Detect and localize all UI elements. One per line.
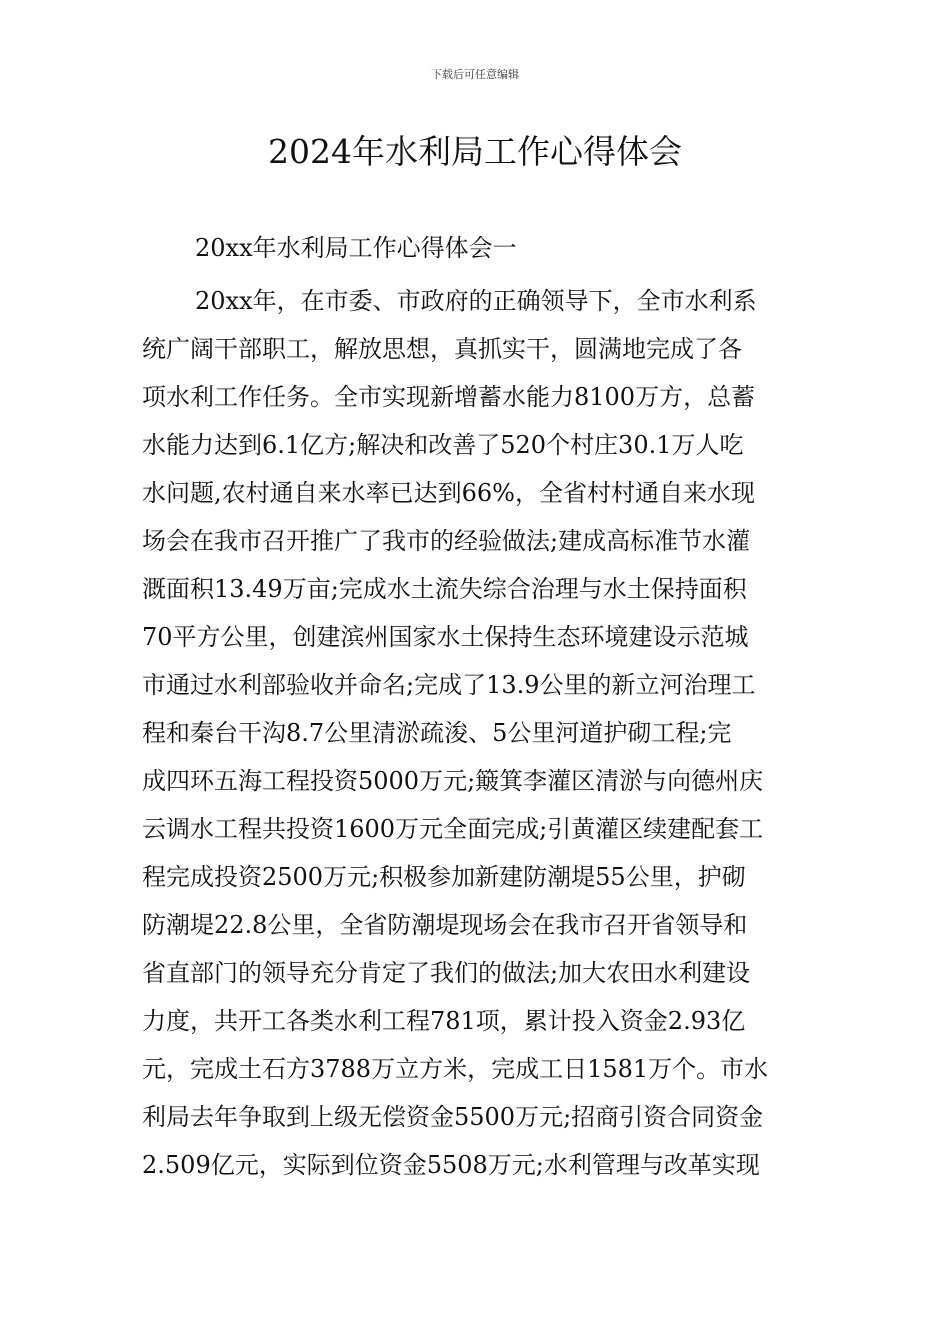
text-line: 省直部门的领导充分肯定了我们的做法;加大农田水利建设 [142, 959, 751, 987]
text-line: 成四环五海工程投资5000万元;簸箕李灌区清淤与向德州庆 [142, 767, 764, 795]
text-line: 水能力达到6.1亿方;解决和改善了520个村庄30.1万人吃 [142, 431, 744, 459]
text-line: 70平方公里，创建滨州国家水土保持生态环境建设示范城 [142, 623, 749, 651]
text-line: 云调水工程共投资1600万元全面完成;引黄灌区续建配套工 [142, 815, 764, 843]
header-note: 下载后可任意编辑 [431, 68, 519, 81]
text-line: 防潮堤22.8公里，全省防潮堤现场会在我市召开省领导和 [142, 911, 748, 939]
text-line: 力度，共开工各类水利工程781项，累计投入资金2.93亿 [142, 1007, 746, 1035]
body-text [142, 283, 812, 1195]
text-line: 市通过水利部验收并命名;完成了13.9公里的新立河治理工 [142, 671, 756, 699]
text-line: 利局去年争取到上级无偿资金5500万元;招商引资合同资金 [142, 1103, 764, 1131]
text-line: 溉面积13.49万亩;完成水土流失综合治理与水土保持面积 [142, 575, 747, 603]
text-line: 项水利工作任务。全市实现新增蓄水能力8100万方，总蓄 [142, 383, 756, 411]
text-line: 统广阔干部职工，解放思想，真抓实干，圆满地完成了各 [142, 335, 742, 363]
text-line: 场会在我市召开推广了我市的经验做法;建成高标准节水灌 [142, 527, 751, 555]
document-title: 2024年水利局工作心得体会 [268, 132, 682, 171]
text-line: 元，完成土石方3788万立方米，完成工日1581万个。市水 [142, 1055, 769, 1083]
text-line: 2.509亿元，实际到位资金5508万元;水利管理与改革实现 [142, 1151, 760, 1179]
text-line: 程和秦台干沟8.7公里清淤疏浚、5公里河道护砌工程;完 [142, 719, 732, 747]
text-line: 20xx年，在市委、市政府的正确领导下，全市水利系 [195, 287, 757, 315]
section-heading: 20xx年水利局工作心得体会一 [195, 234, 517, 262]
text-line: 程完成投资2500万元;积极参加新建防潮堤55公里，护砌 [142, 863, 746, 891]
text-line: 水问题,农村通自来水率已达到66%，全省村村通自来水现 [142, 479, 755, 507]
